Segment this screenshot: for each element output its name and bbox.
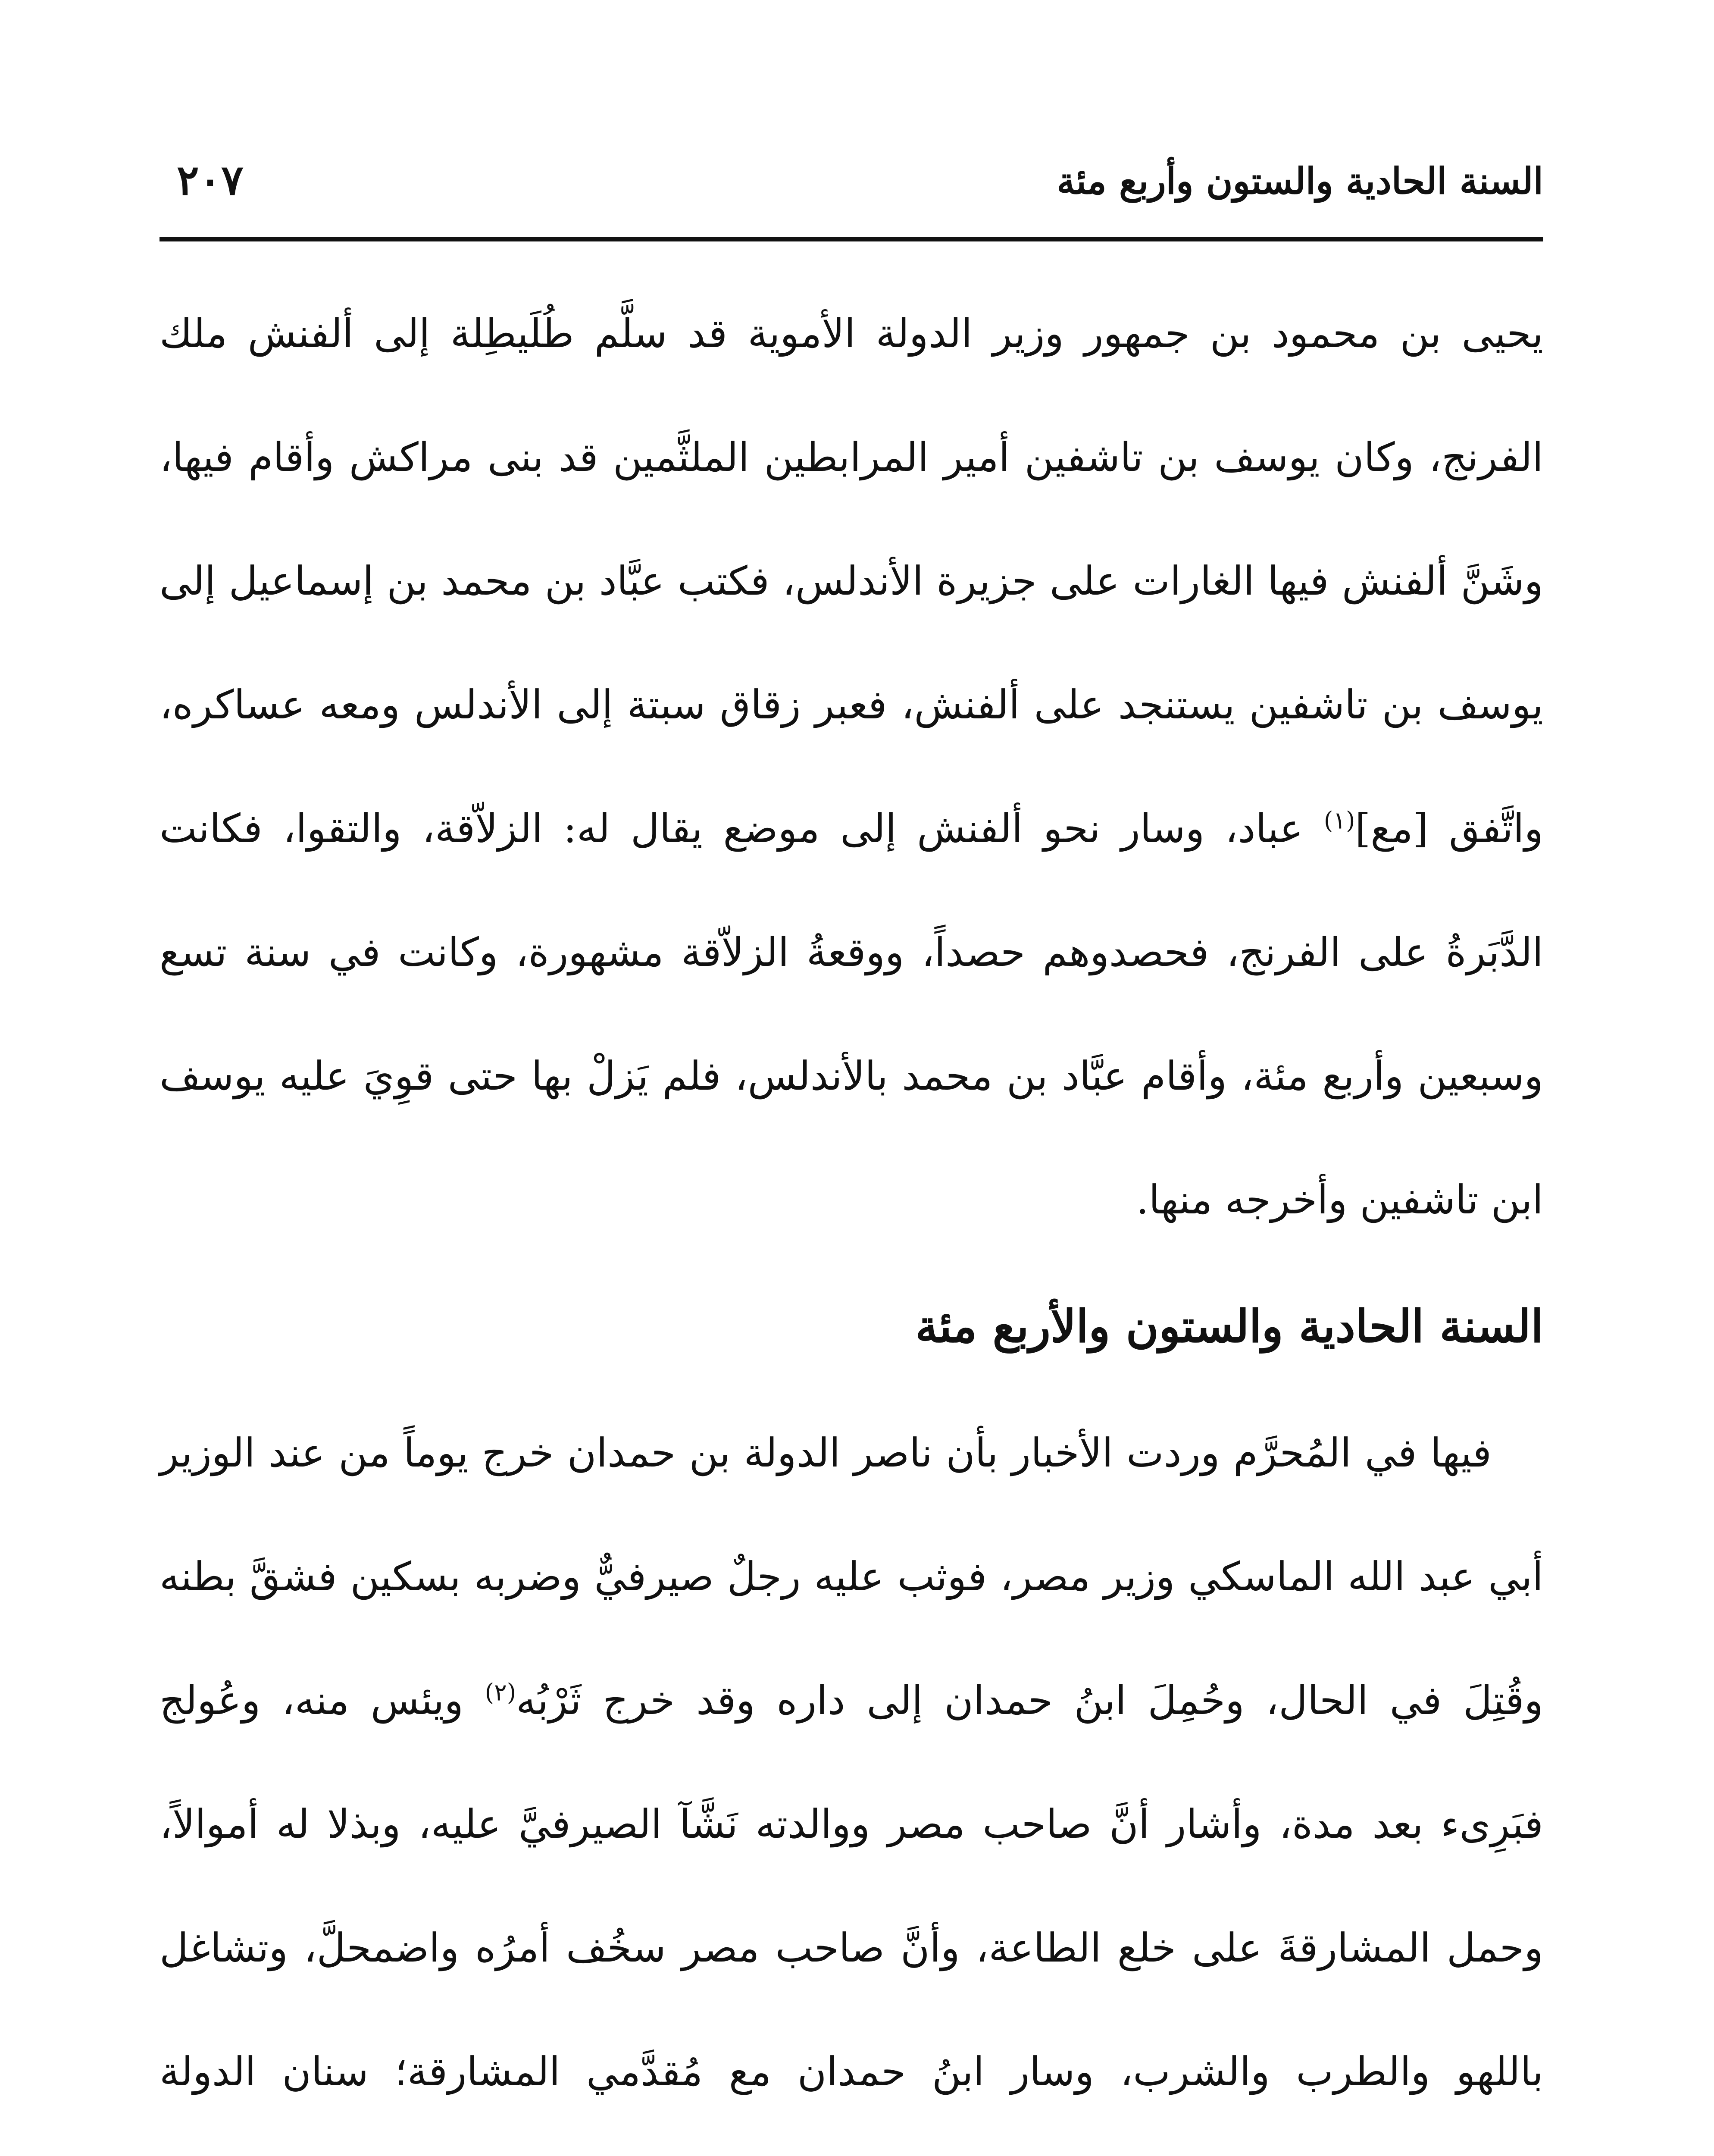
section-text-part1: فيها في المُحرَّم وردت الأخبار بأن ناصر الدولة بن حمدان خرج يوماً من عند الوزير أبي عبد الله الماسكي وزير مصر، فوثب عليه رجلٌ صيرفيٌّ وضربه بسكين فشقَّ بطنه وقُتِلَ في الحال، وحُمِلَ ابنُ حمدان إلى داره وقد خرج ثَرْبُه — [160, 1430, 1543, 1724]
footnote-marker-1: (١) — [1323, 806, 1355, 834]
intro-text-part1: يحيى بن محمود بن جمهور وزير الدولة الأموية قد سلَّم طُلَيطِلة إلى ألفنش ملك الفرنج، وكان يوسف بن تاشفين أمير المرابطين الملثَّمين قد بنى مراكش وأقام فيها، وشَنَّ ألفنش فيها الغارات على جزيرة الأندلس، فكتب عبَّاد بن محمد بن إسماعيل إلى يوسف بن تاشفين يستنجد على ألفنش، فعبر زقاق سبتة إلى الأندلس ومعه عساكره، واتَّفق [مع] — [160, 310, 1543, 852]
intro-text-part2: عباد، وسار نحو ألفنش إلى موضع يقال له: الزلاّقة، والتقوا، فكانت الدَّبَرةُ على الفرنج، فحصدوهم حصداً، ووقعةُ الزلاّقة مشهورة، وكانت في سنة تسع وسبعين وأربع مئة، وأقام عبَّاد بن محمد بالأندلس، فلم يَزلْ بها حتى قوِيَ عليه يوسف ابن تاشفين وأخرجه منها. — [160, 805, 1543, 1223]
intro-paragraph — [160, 272, 1543, 1262]
running-header-title: السنة الحادية والستون وأربع مئة — [1057, 160, 1543, 202]
header-divider — [160, 237, 1543, 241]
book-page — [160, 142, 1543, 2156]
section-paragraph — [160, 1391, 1543, 2156]
section-heading: السنة الحادية والستون والأربع مئة — [915, 1300, 1543, 1353]
footnote-marker-2: (٢) — [485, 1678, 516, 1706]
section-text-part2: ويئس منه، وعُولج فبَرِىء بعد مدة، وأشار أنَّ صاحب مصر ووالدته نَشَّآ الصيرفيَّ عليه، وبذلا له أموالاً، وحمل المشارقةَ على خلع الطاعة، وأنَّ صاحب مصر سخُف أمرُه واضمحلَّ، وتشاغل باللهو والطرب والشرب، وسار ابنُ حمدان مع مُقدَّمي المشارقة؛ سنان الدولة — [160, 1677, 1543, 2095]
page-number: ٢٠٧ — [177, 156, 244, 204]
running-header — [160, 142, 1543, 229]
body-text — [160, 272, 1543, 2156]
